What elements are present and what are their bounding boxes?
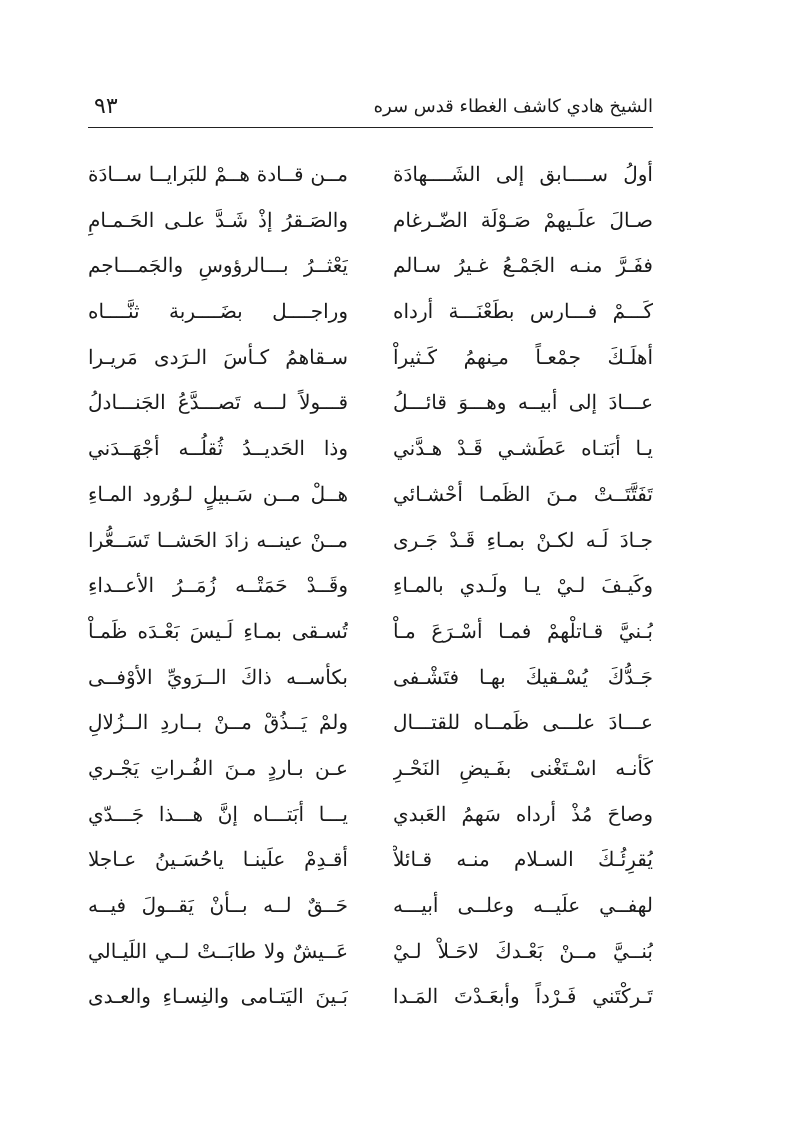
verse-first-hemistich: يُقرِئُـكَ السـلام منـه قـائلاْ [393,847,653,872]
verse [88,746,653,792]
verse [88,883,653,929]
verse [88,792,653,838]
verse-first-hemistich: وكَيـفَ لـيْ يـا ولَـدي بالمـاءِ [393,573,653,598]
verse-second-hemistich: بكأســه ذاكَ الــرَويِّ الأوْفــى [88,664,348,689]
verse-first-hemistich: ففَـرَّ منـه الجَمْـعُ غـيرُ سـالم [393,253,653,278]
verse [88,929,653,975]
verse [88,243,653,289]
verse-first-hemistich: يـا أبَتـاه عَطَشـي قَـدْ هـدَّني [393,436,653,461]
verse-first-hemistich: كَأنـه اسْـتَغْنى بفَـيضِ النَحْـرِ [393,755,653,780]
verse [88,655,653,701]
verse-first-hemistich: عـــادَ إلى أبيــه وهـــوَ قائـــلُ [393,390,653,415]
verse-second-hemistich: بَـينَ اليَتـامى والنِسـاءِ والعـدى [88,984,348,1009]
verse-second-hemistich: والصَـقرُ إذْ شَـدَّ علـى الحَـمـامِ [88,207,348,232]
verse [88,289,653,335]
verse-second-hemistich: حَــقٌ لــه بــأنْ يَقــولَ فيــه [88,893,348,917]
verse-first-hemistich: جـادَ لَـه لكـنْ بمـاءِ قَـدْ جَـرى [393,527,653,552]
verse [88,974,653,1020]
verse-second-hemistich: ولمْ يَــذُقْ مــنْ بــاردِ الــزُلالِ [88,710,348,735]
verse-first-hemistich: تَـركْتَني فَـرْداً وأبعَـدْتَ المَـدا [393,984,653,1009]
verse [88,426,653,472]
verse-second-hemistich: سـقاهمُ كـأسَ الـرَدى مَريـرا [88,344,348,369]
verse [88,609,653,655]
verse-second-hemistich: وقَــدْ حَمَتْــه زُمَــرُ الأعــداءِ [88,573,348,598]
verse-second-hemistich: أقـدِمْ علَينـا ياحُسَـينُ عـاجلا [88,847,348,872]
verse-first-hemistich: أولُ ســــابق إلى الشَــــهادَة [393,162,653,186]
verse [88,700,653,746]
verse-first-hemistich: صـالَ علَـيهمْ صَـوْلَة الضّـرغام [393,207,653,232]
verse-second-hemistich: وراجــــل بضَــــربة ثنَّــــاه [88,299,348,324]
verse-first-hemistich: وصاحَ مُذْ أرداه سَهمُ العَبدي [393,801,653,826]
verse [88,518,653,564]
header-divider [88,127,653,128]
verse-first-hemistich: جَـدُّكَ يُسْـقيكَ بهـا فتَشْـفى [393,664,653,689]
verse-second-hemistich: وذا الحَديــدُ ثُقلُــه أجْهَــدَني [88,436,348,461]
verse-first-hemistich: لهفــي علَيــه وعلــى أبيـــه [393,893,653,917]
page-number: ٩٣ [94,94,118,119]
verse-second-hemistich: هــلْ مــن سَـبيلٍ لـوُرود المـاءِ [88,481,348,506]
verse-second-hemistich: يَعْثــرُ بـــالرؤوسِ والجَمـــاجم [88,253,348,278]
verse-second-hemistich: يـــا أبَتـــاه إنَّ هـــذا جَـــدّي [88,801,348,826]
verse-second-hemistich: قـــولاً لـــه تَصـــدَّعُ الجَنـــادلُ [88,390,348,415]
verse [88,198,653,244]
verse [88,563,653,609]
running-title: الشيخ هادي كاشف الغطاء قدس سره [373,96,653,117]
verse [88,472,653,518]
verse [88,335,653,381]
verse-first-hemistich: بُـنيَّ قـاتلْهمْ فمـا أسْـرَعَ مـاْ [393,618,653,643]
verse-first-hemistich: عـــادَ علـــى ظَمــاه للقتـــال [393,710,653,735]
verse-first-hemistich: كَـــمْ فـــارس بطَعْنَـــة أرداه [393,299,653,324]
verse-second-hemistich: تُسـقى بمـاءِ لَـيسَ بَعْـدَه ظَمـاْ [88,618,348,643]
verse-first-hemistich: بُنــيَّ مــنْ بَعْـدكَ لاحَـلاْ لـيْ [393,938,653,963]
verse [88,152,653,198]
verse [88,837,653,883]
verse [88,380,653,426]
verse-first-hemistich: تَفَتَّتَــتْ مـنَ الظَمـا أحْشـائي [393,481,653,506]
poem-body [88,152,653,1020]
verse-second-hemistich: مــن قــادة هــمْ للبَرايــا ســادَة [88,162,348,186]
verse-second-hemistich: مــنْ عينــه زادَ الحَشــا تَسَــعُّرا [88,527,348,552]
verse-second-hemistich: عَــيشٌ ولا طابَــتْ لــي اللَيـالي [88,938,348,963]
verse-second-hemistich: عـن بـاردٍ مـنَ الفُـراتِ يَجْـري [88,755,348,780]
verse-first-hemistich: أهلَـكَ جمْعـاً مـِنهمُ كَـثيراْ [393,344,653,369]
page-header [88,92,653,126]
